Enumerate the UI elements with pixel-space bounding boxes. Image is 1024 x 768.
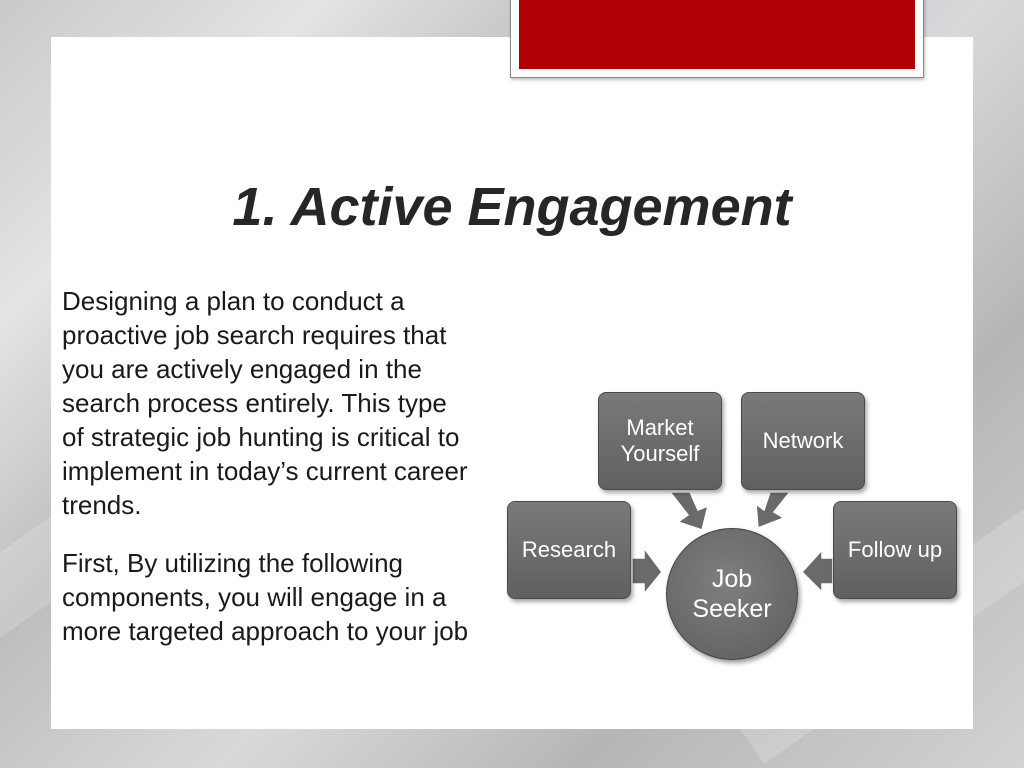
node-research-label: Research [521,537,617,562]
node-market-yourself-line2: Yourself [620,441,700,466]
paragraph-intro: Designing a plan to conduct a proactive job search requires that you are actively engaged in the search process entirely. This type of strategic job hunting is critical to implement in today’s current career trends. [62,286,468,520]
arrow-research [632,548,662,594]
node-job-seeker-line1: Job [711,565,753,593]
node-market-yourself-line1: Market [626,415,694,440]
arrow-market-yourself [670,492,708,530]
node-job-seeker [666,528,798,660]
node-research [507,501,631,599]
paragraph-components: First, By utilizing the following components, you will engage in a more targeted approach to your job [62,548,469,646]
node-network [741,392,865,490]
arrow-network [756,492,790,528]
slide-title: 1. Active Engagement [232,177,792,237]
node-market-yourself [598,392,722,490]
node-network-label: Network [762,428,844,453]
node-job-seeker-line2: Seeker [692,595,772,623]
arrow-follow-up [802,550,833,592]
node-follow-up-label: Follow up [847,537,943,562]
node-follow-up [833,501,957,599]
